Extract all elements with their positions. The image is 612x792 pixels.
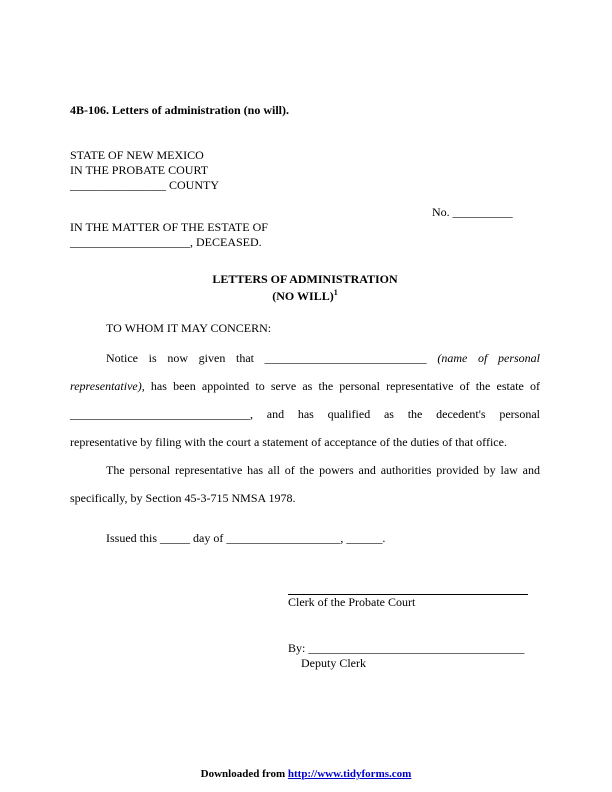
document-title	[70, 272, 540, 303]
issued-month-blank-field: ___________________	[226, 531, 341, 545]
issued-date-line: Issued this _____ day of ___________________, ______.	[106, 531, 386, 545]
deputy-signature-blank-field: ____________________________________	[308, 641, 525, 655]
case-number-blank-field: __________	[452, 205, 513, 219]
salutation: TO WHOM IT MAY CONCERN:	[106, 321, 272, 335]
paragraph-notice-line3: ______________________________, and has qualified as the decedent's personal	[70, 407, 540, 421]
footnote-reference: 1	[333, 288, 338, 297]
clerk-signature-label: Clerk of the Probate Court	[288, 595, 416, 609]
paragraph-powers-line1: The personal representative has all of the powers and authorities provided by law and	[106, 463, 540, 477]
caption-line1: IN THE MATTER OF THE ESTATE OF	[70, 220, 268, 234]
county-line	[70, 178, 540, 193]
issued-year-blank-field: ______	[346, 531, 383, 545]
caption-block	[70, 220, 540, 250]
footer-prefix: Downloaded from	[200, 768, 286, 780]
deputy-clerk-label: Deputy Clerk	[301, 656, 366, 670]
case-number-line	[432, 205, 540, 220]
court-name-line: IN THE PROBATE COURT	[70, 163, 209, 177]
estate-name-blank-field: ______________________________	[70, 407, 250, 421]
court-state-line: STATE OF NEW MEXICO	[70, 148, 204, 162]
signature-block	[288, 594, 540, 671]
paragraph-powers	[70, 456, 540, 512]
paragraph-notice-line4: representative by filing with the court a statement of acceptance of the duties of that office.	[70, 435, 507, 449]
personal-rep-name-blank-field: ___________________________	[264, 351, 427, 365]
by-label: By:	[288, 641, 306, 655]
case-number-label: No.	[432, 205, 450, 219]
section-heading: 4B-106. Letters of administration (no will).	[70, 103, 289, 117]
decedent-name-blank-field: ____________________	[70, 235, 190, 249]
tidyforms-link[interactable]: http://www.tidyforms.com	[287, 768, 412, 780]
paragraph-powers-line2: specifically, by Section 45-3-715 NMSA 1978.	[70, 491, 296, 505]
document-title-line2: (NO WILL)$^1$	[272, 288, 338, 303]
county-label: COUNTY	[169, 178, 219, 192]
paragraph-notice-line2: representative), has been appointed to serve as the personal representative of the estate of	[70, 379, 541, 393]
issued-day-blank-field: _____	[160, 531, 190, 545]
download-footer	[0, 768, 612, 780]
court-block	[70, 148, 540, 193]
paragraph-notice-line1: Notice is now given that ___________________________ (name of personal	[106, 351, 541, 365]
deceased-label: , DECEASED.	[190, 235, 262, 249]
deputy-by-line	[288, 640, 540, 656]
county-blank-field: ________________	[70, 178, 166, 192]
paragraph-notice	[70, 344, 540, 456]
document-title-line1: LETTERS OF ADMINISTRATION	[212, 272, 398, 286]
caption-line2	[70, 235, 540, 250]
